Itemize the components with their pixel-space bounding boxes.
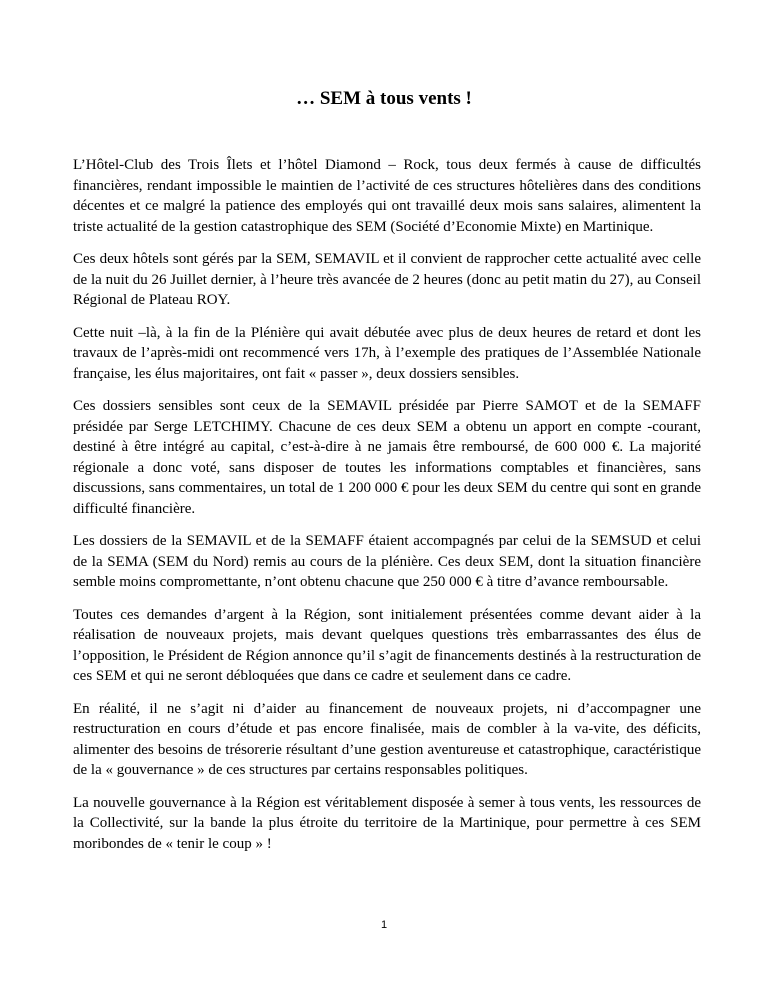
paragraph-2: Ces deux hôtels sont gérés par la SEM, SEMAVIL et il convient de rapprocher cette actualité avec celle de la nuit du 26 Juillet dernier, à l’heure très avancée de 2 heures (donc au petit matin du 27), au Conseil Régional de Plateau ROY. xyxy=(73,251,701,308)
document-body xyxy=(73,155,701,866)
paragraph-1: L’Hôtel-Club des Trois Îlets et l’hôtel Diamond – Rock, tous deux fermés à cause de difficultés financières, rendant impossible le maintien de l’activité de ces structures hôtelières dans des conditions décentes et ce malgré la patience des employés qui ont travaillé deux mois sans salaires, alimentent la triste actualité de la gestion catastrophique des SEM (Société d’Economie Mixte) en Martinique. xyxy=(73,157,701,235)
paragraph-8: La nouvelle gouvernance à la Région est véritablement disposée à semer à tous vents, les ressources de la Collectivité, sur la bande la plus étroite du territoire de la Martinique, pour permettre à ces SEM moribondes de « tenir le coup » ! xyxy=(73,794,701,852)
document-title: … SEM à tous vents ! xyxy=(296,88,472,109)
paragraph-7: En réalité, il ne s’agit ni d’aider au financement de nouveaux projets, ni d’accompagner une restructuration en cours d’étude et pas encore finalisée, mais de combler à la va-vite, des déficits, alimenter des besoins de trésorerie résultant d’une gestion aventureuse et catastrophique, caractéristique de la « gouvernance » de ces structures par certains responsables politiques. xyxy=(73,700,701,778)
paragraph-6: Toutes ces demandes d’argent à la Région, sont initialement présentées comme devant aider à la réalisation de nouveaux projets, mais devant quelques questions très embarrassantes des élus de l’opposition, le Président de Région annonce qu’il s’agit de financements destinés à la restructuration de ces SEM et qui ne seront débloquées que dans ce cadre et seulement dans ce cadre. xyxy=(73,606,701,684)
paragraph-3: Cette nuit –là, à la fin de la Plénière qui avait débutée avec plus de deux heures de retard et dont les travaux de l’après-midi ont recommencé vers 17h, à l’exemple des pratiques de l’Assemblée Nationale française, les élus majoritaires, ont fait « passer », deux dossiers sensibles. xyxy=(73,324,701,382)
paragraph-4: Ces dossiers sensibles sont ceux de la SEMAVIL présidée par Pierre SAMOT et de la SEMAFF présidée par Serge LETCHIMY. Chacune de ces deux SEM a obtenu un apport en compte -courant, destiné à être intégré au capital, c’est-à-dire à ne jamais être remboursé, de 600 000 €. La majorité régionale a donc voté, sans disposer de toutes les informations comptables et financières, sans discussions, sans commentaires, un total de 1 200 000 € pour les deux SEM du centre qui sont en grande difficulté financière. xyxy=(73,398,701,517)
paragraph-5: Les dossiers de la SEMAVIL et de la SEMAFF étaient accompagnés par celui de la SEMSUD et celui de la SEMA (SEM du Nord) remis au cours de la plénière. Ces deux SEM, dont la situation financière semble moins compromettante, n’ont obtenu chacune que 250 000 € à titre d’avance remboursable. xyxy=(73,533,701,590)
page-number: 1 xyxy=(380,919,388,931)
